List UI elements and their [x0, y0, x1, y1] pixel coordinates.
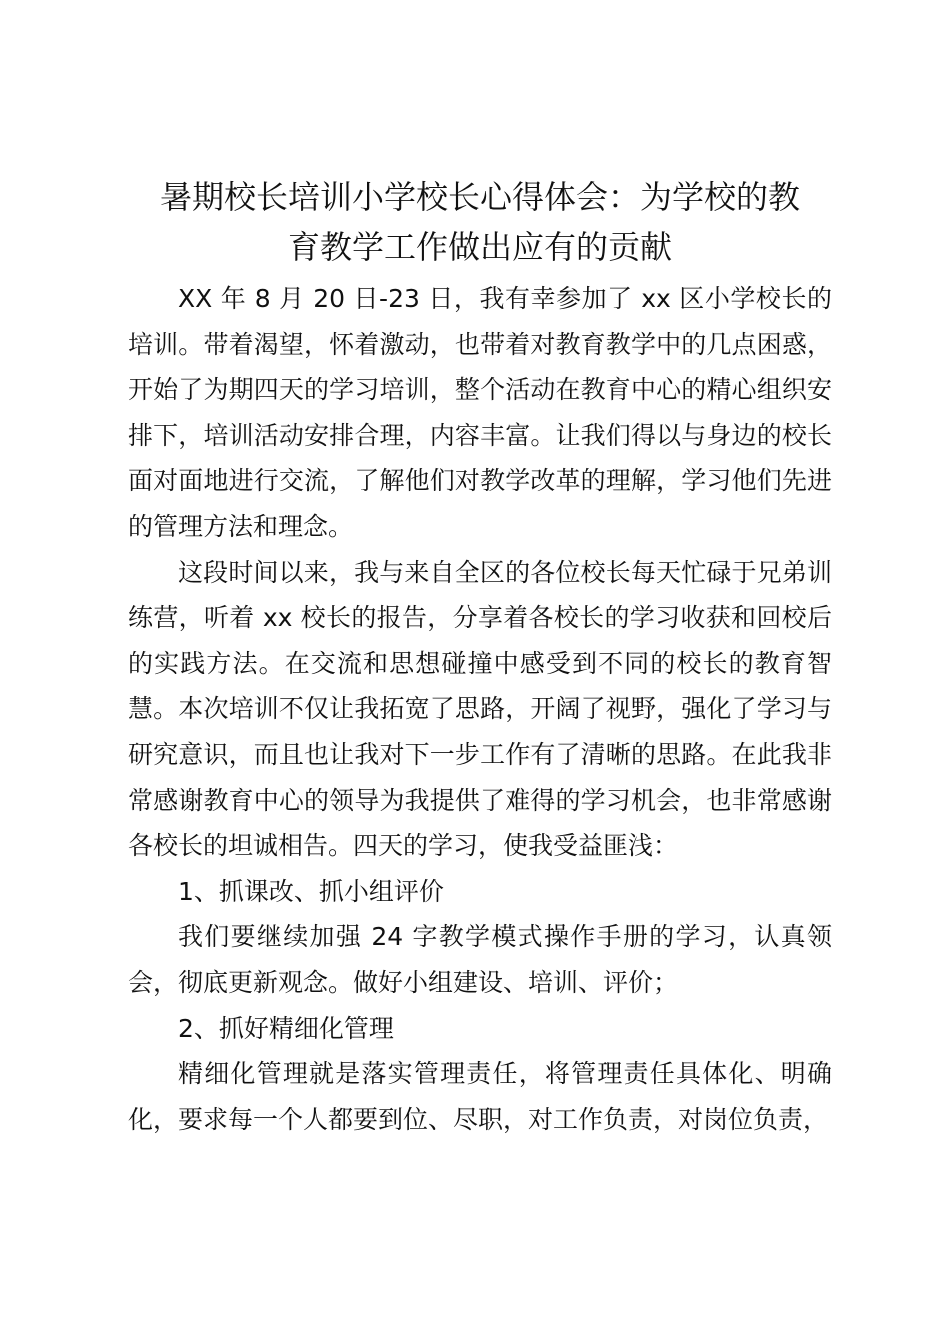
paragraph-reflection: 这段时间以来，我与来自全区的各位校长每天忙碌于兄弟训练营，听着 xx 校长的报告，分享着各校长的学习收获和回校后的实践方法。在交流和思想碰撞中感受到不同的校长的教育智慧。本次培训不仅让我拓宽了思路，开阔了视野，强化了学习与研究意识，而且也让我对下一步工作有了清晰的思路。在此我非常感谢教育中心的领导为我提供了难得的学习机会，也非常感谢各校长的坦诚相告。四天的学习，使我受益匪浅： — [128, 557, 832, 861]
document-title — [128, 172, 832, 272]
document-content — [128, 172, 832, 1142]
document-title-line-1: 暑期校长培训小学校长心得体会：为学校的教 — [159, 178, 800, 216]
paragraph-section-1: 我们要继续加强 24 字教学模式操作手册的学习，认真领会，彻底更新观念。做好小组建设、培训、评价； — [128, 922, 832, 997]
document-body — [128, 276, 832, 1142]
paragraph-intro: XX 年 8 月 20 日-23 日，我有幸参加了 xx 区小学校长的培训。带着渴望，怀着激动，也带着对教育教学中的几点困惑，开始了为期四天的学习培训，整个活动在教育中心的精心组织安排下，培训活动安排合理，内容丰富。让我们得以与身边的校长面对面地进行交流，了解他们对教学改革的理解，学习他们先进的管理方法和理念。 — [128, 284, 832, 541]
paragraph-section-2: 精细化管理就是落实管理责任，将管理责任具体化、明确化，要求每一个人都要到位、尽职，对工作负责，对岗位负责， — [128, 1059, 832, 1134]
document-title-line-2: 育教学工作做出应有的贡献 — [287, 228, 672, 266]
section-heading-1: 1、抓课改、抓小组评价 — [178, 876, 444, 906]
section-heading-2: 2、抓好精细化管理 — [178, 1013, 394, 1043]
